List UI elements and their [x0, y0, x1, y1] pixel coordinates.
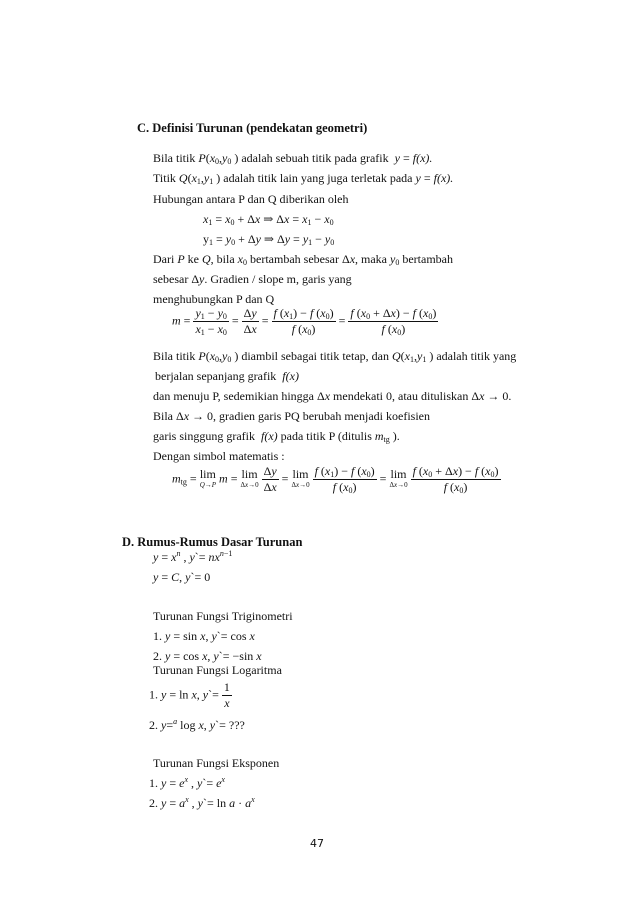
page-number: 47 — [310, 837, 324, 850]
text-line-9: dan menuju P, sedemikian hingga Δx mendekati 0, atau dituliskan Δx → 0. — [153, 389, 512, 403]
log-heading: Turunan Fungsi Logaritma — [153, 663, 282, 677]
gradient-formula: m = $\frac{y_1 - y_0}{x_1 - x_0}$ = $\frac{\Delta y}{\Delta x}$ = $\frac{f (x_1) - f (x_0)}{f (x_0)}$ = $\frac{f (x_0 + \Delta x) - f (x_0)}{f (x_0)}$ — [172, 306, 437, 337]
text-line-2: Titik $Q(x_1,y_1$ ) adalah titik lain yang juga terletak pada y = f(x). — [153, 171, 454, 186]
text-line-1: Bila titik $P(x_0,y_0$ ) adalah sebuah titik pada grafik y = f(x). — [153, 151, 433, 166]
rule-ln: 1. y = ln x, y`= $\frac{1}{x}$ — [149, 680, 230, 710]
section-c-heading: C. Definisi Turunan (pendekatan geometri) — [137, 121, 368, 135]
text-line-8: berjalan sepanjang grafik f(x) — [155, 369, 299, 383]
exp-heading: Turunan Fungsi Eksponen — [153, 756, 280, 770]
section-d-heading: D. Rumus-Rumus Dasar Turunan — [122, 535, 303, 549]
text-line-4: Dari P ke Q, bila $x_0$ bertambah sebesar Δx, maka $y_0$ bertambah — [153, 252, 453, 267]
rule-log: 2. y=$^a$ log x, y`= ??? — [149, 717, 245, 732]
rule-cos: 2. y = cos x, y`= −sin x — [153, 649, 262, 663]
rule-exp-a: 2. $y = a^x$ , y`= $\ln a \cdot a^x$ — [149, 795, 255, 810]
text-line-6: menghubungkan P dan Q — [153, 292, 275, 306]
text-line-12: Dengan simbol matematis : — [153, 449, 285, 463]
derivative-limit-formula: $m_{tg}$ = lim Q→P m = lim Δx→0 $\frac{\Delta y}{\Delta x}$ = lim Δx→0 $\frac{f (x_1) - f (x_0)}{f (x_0)}$ = lim Δx→0 $\frac{f (x_0 + \Delta x) - f (x_0)}{f (x_0)}$ — [172, 464, 499, 495]
eq-x-relation: $x_1 = x_0 + \Delta x$ ⇒ $\Delta x = x_1 - x_0$ — [203, 212, 334, 227]
text-line-11: garis singgung grafik f(x) pada titik P (ditulis $m_{tg}$ ). — [153, 429, 400, 444]
text-line-7: Bila titik $P(x_0,y_0$ ) diambil sebagai titik tetap, dan $Q(x_1,y_1$ ) adalah titik yang — [153, 349, 517, 364]
eq-y-relation: $y_1 = y_0 + \Delta y$ ⇒ $\Delta y = y_1 - y_0$ — [203, 232, 335, 247]
text-line-5: sebesar Δy. Gradien / slope m, garis yang — [153, 272, 352, 286]
rule-power: $y = x^n$ , y`= $nx^{n-1}$ — [153, 549, 233, 564]
text-line-3: Hubungan antara P dan Q diberikan oleh — [153, 192, 349, 206]
rule-sin: 1. y = sin x, y`= cos x — [153, 629, 255, 643]
trig-heading: Turunan Fungsi Triginometri — [153, 609, 293, 623]
rule-constant: y = C, y`= 0 — [153, 570, 211, 584]
rule-exp-e: 1. $y = e^x$ , y`= $e^x$ — [149, 775, 225, 790]
text-line-10: Bila Δx → 0, gradien garis PQ berubah menjadi koefisien — [153, 409, 430, 423]
